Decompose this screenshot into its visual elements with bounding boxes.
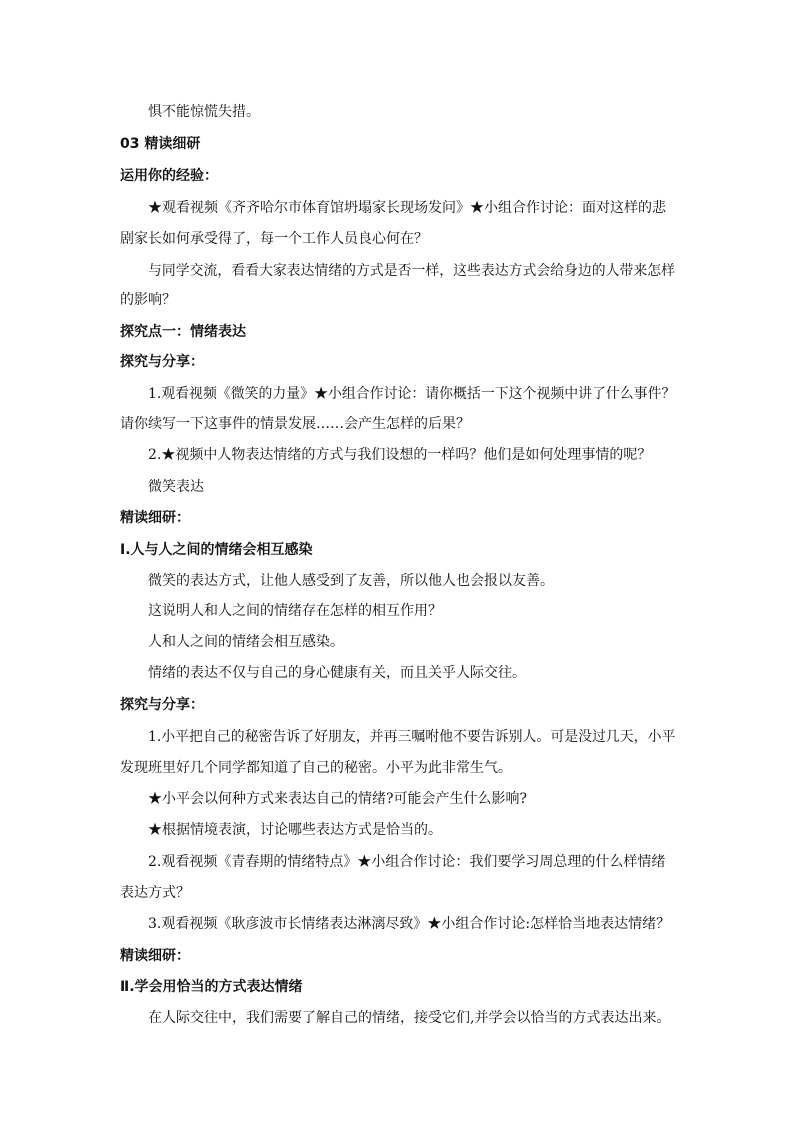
paragraph-line: 与同学交流，看看大家表达情绪的方式是否一样，这些表达方式会给身边的人带来怎样 — [148, 263, 675, 279]
paragraph-line: 惧不能惊慌失措。 — [148, 104, 260, 120]
section-heading: 03 精读细研 — [120, 136, 201, 152]
paragraph-line: ★小平会以何种方式来表达自己的情绪?可能会产生什么影响? — [148, 791, 528, 807]
point-heading: Ⅱ.学会用恰当的方式表达情绪 — [120, 979, 303, 995]
paragraph-line: 3.观看视频《耿彦波市长情绪表达淋漓尽致》★小组合作讨论:怎样恰当地表达情绪？ — [148, 916, 671, 932]
paragraph-line: 2.★视频中人物表达情绪的方式与我们设想的一样吗？他们是如何处理事情的呢？ — [148, 447, 652, 463]
paragraph-line: 请你续写一下这事件的情景发展……会产生怎样的后果？ — [120, 416, 470, 432]
paragraph-line: 微笑表达 — [148, 479, 204, 495]
point-heading: Ⅰ.人与人之间的情绪会相互感染 — [120, 542, 313, 558]
paragraph-line: 的影响？ — [120, 292, 176, 308]
paragraph-line: 情绪的表达不仅与自己的身心健康有关，而且关乎人际交往。 — [148, 665, 526, 681]
paragraph-line: 1.观看视频《微笑的力量》★小组合作讨论：请你概括一下这个视频中讲了什么事件？ — [148, 386, 676, 402]
subheading: 运用你的经验： — [120, 168, 218, 184]
paragraph-line: ★根据情境表演，讨论哪些表达方式是恰当的。 — [148, 822, 442, 838]
paragraph-line: 表达方式？ — [120, 885, 190, 901]
subheading: 探究与分享： — [120, 354, 204, 370]
subheading: 精读细研： — [120, 948, 190, 964]
paragraph-line: 微笑的表达方式，让他人感受到了友善，所以他人也会报以友善。 — [148, 573, 554, 589]
section-heading: 探究点一：情绪表达 — [120, 324, 246, 340]
paragraph-line: 发现班里好几个同学都知道了自己的秘密。小平为此非常生气。 — [120, 760, 512, 776]
paragraph-line: 在人际交往中，我们需要了解自己的情绪，接受它们,并学会以恰当的方式表达出来。 — [148, 1010, 671, 1026]
paragraph-line: 1.小平把自己的秘密告诉了好朋友，并再三嘱咐他不要告诉别人。可是没过几天，小平 — [148, 729, 676, 745]
paragraph-line: 剧家长如何承受得了，每一个工作人员良心何在？ — [120, 231, 428, 247]
paragraph-line: 人和人之间的情绪会相互感染。 — [148, 634, 344, 650]
paragraph-line: 这说明人和人之间的情绪存在怎样的相互作用？ — [148, 603, 442, 619]
paragraph-line: 2.观看视频《青春期的情绪特点》★小组合作讨论：我们要学习周总理的什么样情绪 — [148, 854, 666, 870]
subheading: 探究与分享： — [120, 697, 204, 713]
paragraph-line: ★观看视频《齐齐哈尔市体育馆坍塌家长现场发问》★小组合作讨论：面对这样的悲 — [148, 200, 666, 216]
subheading: 精读细研： — [120, 510, 190, 526]
